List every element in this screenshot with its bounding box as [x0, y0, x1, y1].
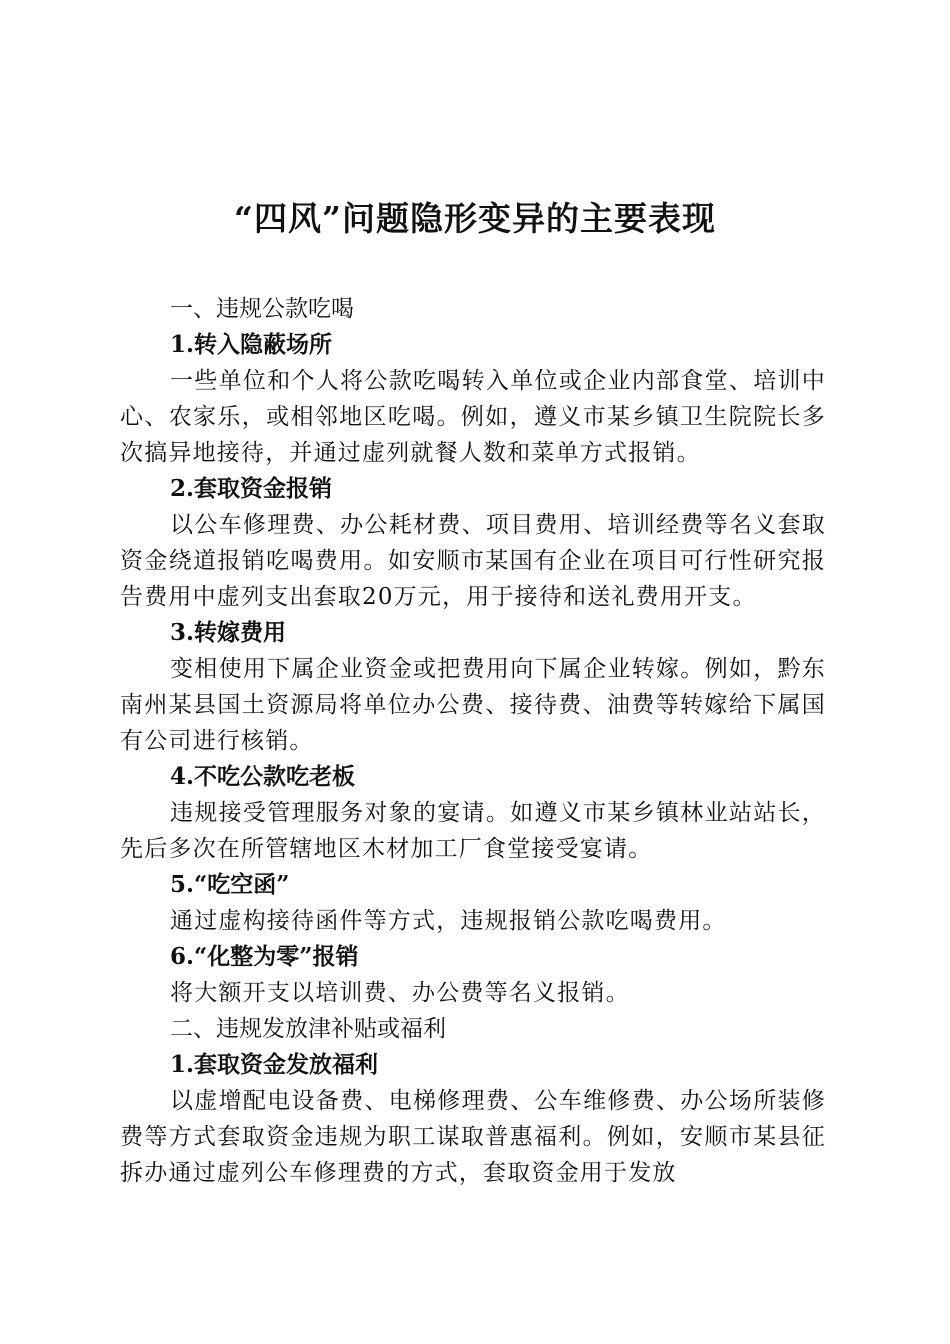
- document-title: “四风”问题隐形变异的主要表现: [234, 199, 716, 238]
- subsection-heading: 2.套取资金报销: [170, 475, 333, 502]
- subsection-heading: 1.套取资金发放福利: [170, 1051, 379, 1078]
- subsection-heading: 5.“吃空函”: [170, 871, 290, 898]
- subsection-heading: 1.转入隐蔽场所: [170, 331, 333, 358]
- paragraph: 以虚增配电设备费、电梯修理费、公车维修费、办公场所装修费等方式套取资金违规为职工谋取普惠福利。例如，安顺市某县征拆办通过虚列公车修理费的方式，套取资金用于发放: [120, 1088, 826, 1186]
- paragraph: 以公车修理费、办公耗材费、项目费用、培训经费等名义套取资金绕道报销吃喝费用。如安顺市某国有企业在项目可行性研究报告费用中虚列支出套取20万元，用于接待和送礼费用开支。: [120, 512, 826, 610]
- section-heading: 二、违规发放津补贴或福利: [170, 1016, 446, 1042]
- document-body: [120, 291, 826, 1191]
- paragraph: 违规接受管理服务对象的宴请。如遵义市某乡镇林业站站长，先后多次在所管辖地区木材加工厂食堂接受宴请。: [120, 800, 826, 862]
- subsection-heading: 4.不吃公款吃老板: [170, 763, 356, 790]
- paragraph: 变相使用下属企业资金或把费用向下属企业转嫁。例如，黔东南州某县国土资源局将单位办公费、接待费、油费等转嫁给下属国有公司进行核销。: [120, 656, 826, 754]
- subsection-heading: 6.“化整为零”报销: [170, 943, 359, 970]
- subsection-heading: 3.转嫁费用: [170, 619, 287, 646]
- paragraph: 将大额开支以培训费、办公费等名义报销。: [170, 980, 630, 1006]
- paragraph: 通过虚构接待函件等方式，违规报销公款吃喝费用。: [170, 908, 727, 934]
- paragraph: 一些单位和个人将公款吃喝转入单位或企业内部食堂、培训中心、农家乐，或相邻地区吃喝。例如，遵义市某乡镇卫生院院长多次搞异地接待，并通过虚列就餐人数和菜单方式报销。: [120, 368, 826, 466]
- section-heading: 一、违规公款吃喝: [170, 296, 354, 322]
